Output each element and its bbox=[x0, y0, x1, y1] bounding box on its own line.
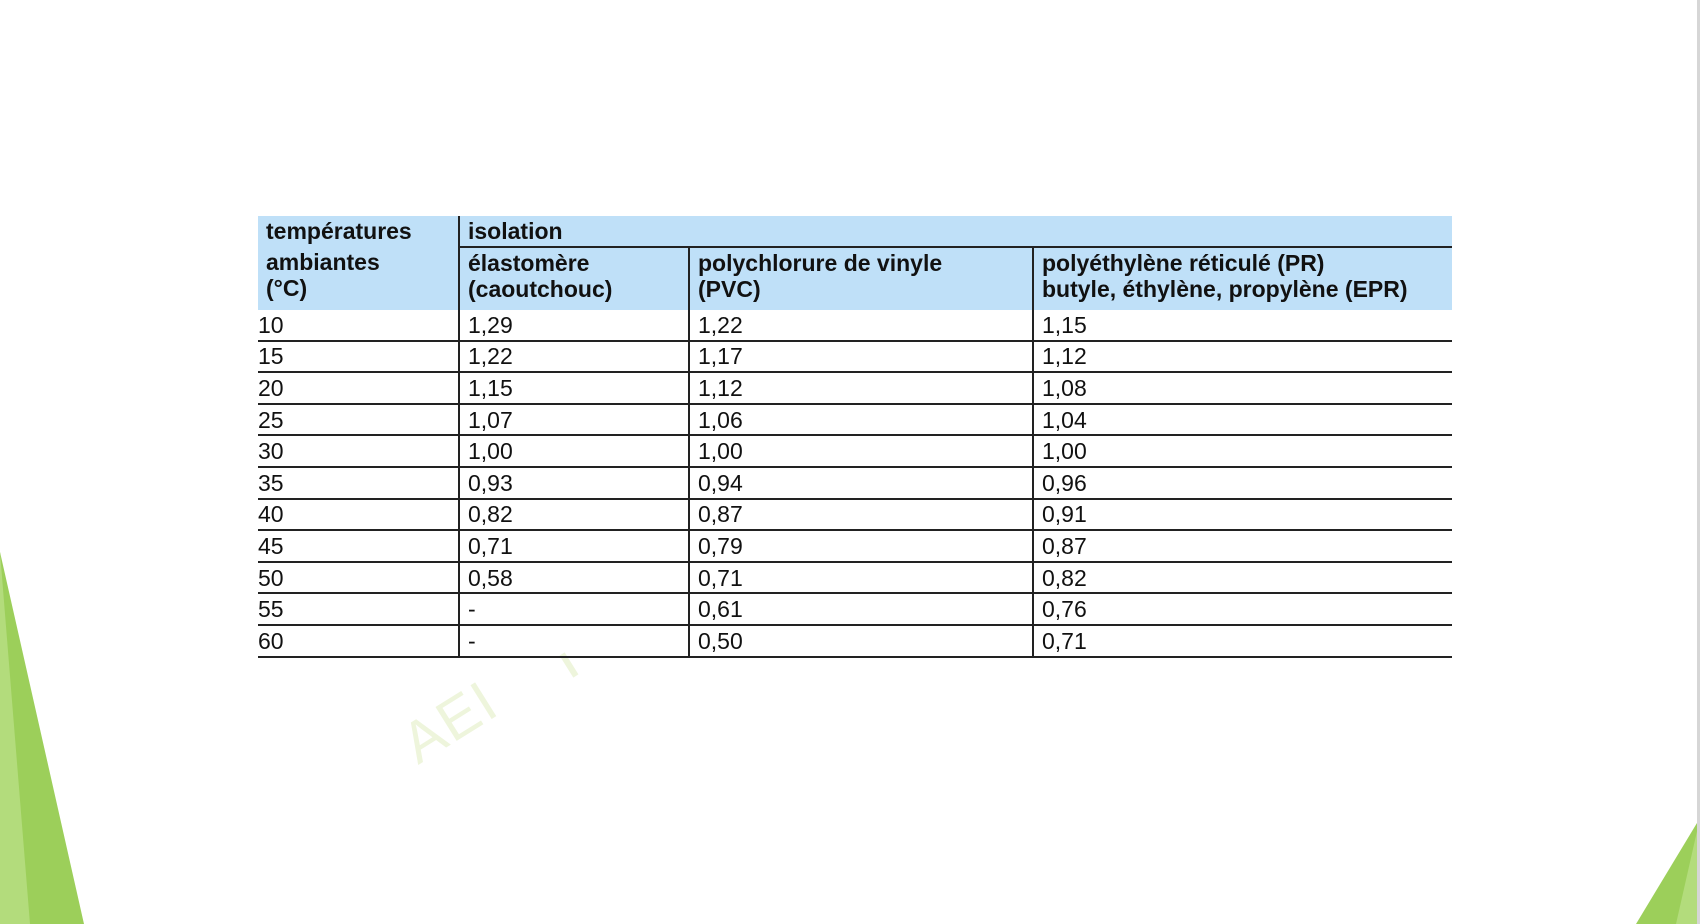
table-row bbox=[258, 625, 1452, 657]
cell-pr-epr: 1,12 bbox=[1033, 341, 1452, 373]
column-header-pvc-line-1: polychlorure de vinyle bbox=[698, 250, 943, 276]
cell-pvc: 0,50 bbox=[689, 625, 1033, 657]
column-header-pr-epr-line-2: butyle, éthylène, propylène (EPR) bbox=[1042, 276, 1408, 302]
cell-elastomere: 1,00 bbox=[459, 435, 689, 467]
table-row bbox=[258, 499, 1452, 531]
cell-pr-epr: 1,15 bbox=[1033, 310, 1452, 341]
column-header-elastomere-line-1: élastomère bbox=[468, 250, 590, 276]
table-row bbox=[258, 310, 1452, 341]
cell-pr-epr: 0,87 bbox=[1033, 530, 1452, 562]
column-header-elastomere-line-2: (caoutchouc) bbox=[468, 276, 613, 302]
table-row bbox=[258, 372, 1452, 404]
cell-pr-epr: 0,71 bbox=[1033, 625, 1452, 657]
cell-temperature: 25 bbox=[258, 404, 459, 436]
cell-temperature: 60 bbox=[258, 625, 459, 657]
cell-pvc: 0,87 bbox=[689, 499, 1033, 531]
cell-elastomere: 1,15 bbox=[459, 372, 689, 404]
cell-temperature: 20 bbox=[258, 372, 459, 404]
cell-temperature: 50 bbox=[258, 562, 459, 594]
table-row bbox=[258, 530, 1452, 562]
temperature-header-line-2: ambiantes bbox=[266, 249, 380, 275]
cell-pvc: 0,71 bbox=[689, 562, 1033, 594]
cell-temperature: 55 bbox=[258, 593, 459, 625]
cell-temperature: 10 bbox=[258, 310, 459, 341]
cell-elastomere: 1,29 bbox=[459, 310, 689, 341]
table-row bbox=[258, 404, 1452, 436]
table-row bbox=[258, 341, 1452, 373]
cell-elastomere: 0,93 bbox=[459, 467, 689, 499]
cell-pr-epr: 0,91 bbox=[1033, 499, 1452, 531]
cell-pr-epr: 0,96 bbox=[1033, 467, 1452, 499]
cell-pr-epr: 1,04 bbox=[1033, 404, 1452, 436]
cell-pvc: 0,61 bbox=[689, 593, 1033, 625]
table-row bbox=[258, 435, 1452, 467]
table-row bbox=[258, 467, 1452, 499]
temperature-header bbox=[258, 216, 459, 310]
cell-pr-epr: 1,08 bbox=[1033, 372, 1452, 404]
table-row bbox=[258, 593, 1452, 625]
cell-pvc: 0,79 bbox=[689, 530, 1033, 562]
cell-elastomere: 0,82 bbox=[459, 499, 689, 531]
cell-temperature: 30 bbox=[258, 435, 459, 467]
cell-pvc: 1,17 bbox=[689, 341, 1033, 373]
cell-pvc: 1,12 bbox=[689, 372, 1033, 404]
column-header-pr-epr bbox=[1033, 247, 1452, 310]
cell-pvc: 1,22 bbox=[689, 310, 1033, 341]
cell-elastomere: 0,71 bbox=[459, 530, 689, 562]
cell-elastomere: - bbox=[459, 593, 689, 625]
cell-temperature: 35 bbox=[258, 467, 459, 499]
cell-temperature: 15 bbox=[258, 341, 459, 373]
column-header-pvc bbox=[689, 247, 1033, 310]
temperature-correction-table bbox=[258, 216, 1452, 658]
cell-temperature: 40 bbox=[258, 499, 459, 531]
cell-elastomere: - bbox=[459, 625, 689, 657]
column-header-elastomere bbox=[459, 247, 689, 310]
temperature-header-line-1: températures bbox=[266, 218, 412, 244]
column-header-pr-epr-line-1: polyéthylène réticulé (PR) bbox=[1042, 250, 1325, 276]
cell-pr-epr: 0,76 bbox=[1033, 593, 1452, 625]
cell-pvc: 1,00 bbox=[689, 435, 1033, 467]
cell-elastomere: 1,22 bbox=[459, 341, 689, 373]
cell-pvc: 0,94 bbox=[689, 467, 1033, 499]
cell-pr-epr: 1,00 bbox=[1033, 435, 1452, 467]
cell-temperature: 45 bbox=[258, 530, 459, 562]
header-row-top bbox=[258, 216, 1452, 247]
column-header-pvc-line-2: (PVC) bbox=[698, 276, 761, 302]
table-row bbox=[258, 562, 1452, 594]
watermark-text: AEI bbox=[390, 668, 510, 776]
cell-elastomere: 1,07 bbox=[459, 404, 689, 436]
cell-pvc: 1,06 bbox=[689, 404, 1033, 436]
isolation-header: isolation bbox=[459, 216, 1452, 247]
temperature-header-line-3: (°C) bbox=[266, 275, 308, 301]
cell-pr-epr: 0,82 bbox=[1033, 562, 1452, 594]
cell-elastomere: 0,58 bbox=[459, 562, 689, 594]
